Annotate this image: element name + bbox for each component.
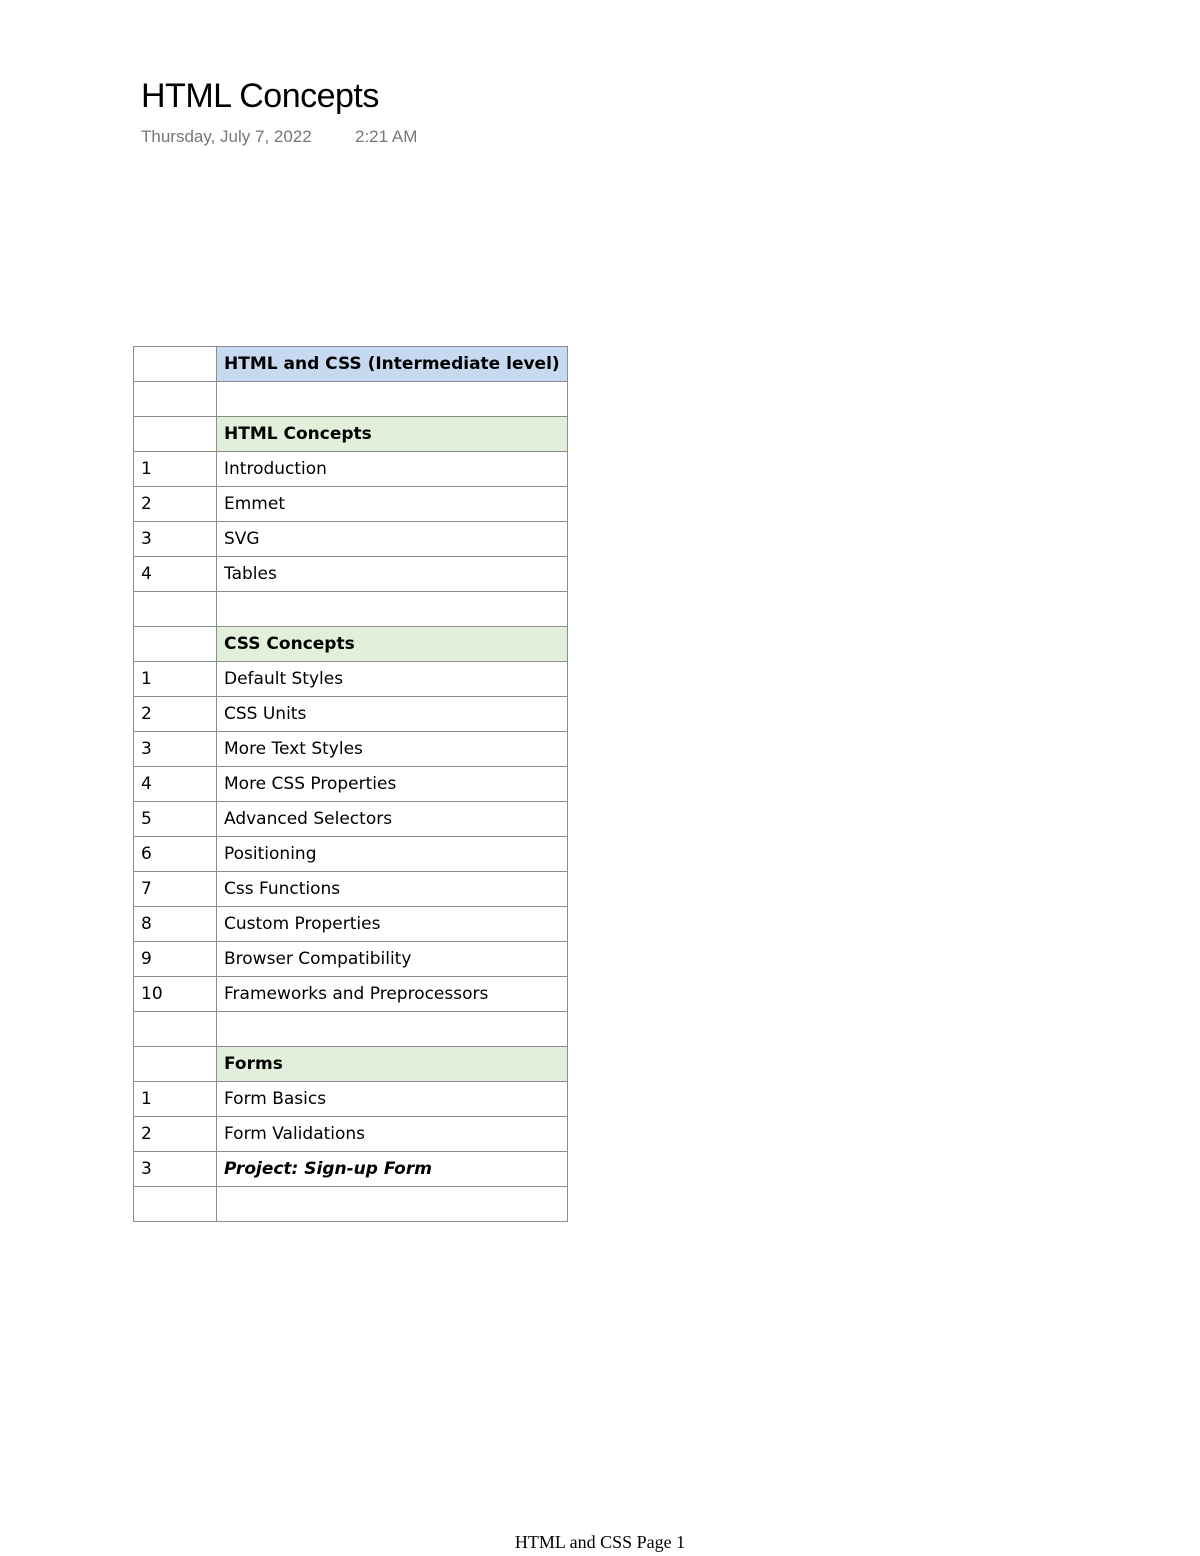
page-meta (141, 126, 417, 148)
row-number-cell: 7 (134, 872, 217, 907)
table-row (134, 942, 568, 977)
topic-cell: Css Functions (217, 872, 568, 907)
row-number-cell: 3 (134, 732, 217, 767)
table-row (134, 977, 568, 1012)
topic-cell: Default Styles (217, 662, 568, 697)
table-row (134, 662, 568, 697)
topic-cell (217, 1012, 568, 1047)
row-number-cell (134, 382, 217, 417)
page-footer: HTML and CSS Page 1 (514, 1532, 686, 1552)
topic-cell (217, 382, 568, 417)
table-row (134, 1117, 568, 1152)
course-outline-table (133, 346, 568, 1222)
row-number-cell: 2 (134, 1117, 217, 1152)
row-number-cell: 8 (134, 907, 217, 942)
table-row (134, 452, 568, 487)
row-number-cell: 10 (134, 977, 217, 1012)
row-number-cell: 3 (134, 1152, 217, 1187)
topic-cell: More Text Styles (217, 732, 568, 767)
row-number-cell: 1 (134, 662, 217, 697)
topic-cell: Positioning (217, 837, 568, 872)
section-heading-cell: CSS Concepts (217, 627, 568, 662)
table-row (134, 557, 568, 592)
table-row (134, 1082, 568, 1117)
topic-cell: SVG (217, 522, 568, 557)
row-number-cell: 6 (134, 837, 217, 872)
row-number-cell (134, 627, 217, 662)
table-empty-row (134, 592, 568, 627)
row-number-cell: 4 (134, 557, 217, 592)
row-number-cell: 2 (134, 487, 217, 522)
table-row (134, 907, 568, 942)
topic-cell (217, 592, 568, 627)
row-number-cell: 1 (134, 452, 217, 487)
table-row (134, 802, 568, 837)
table-header-row (134, 347, 568, 382)
table-row (134, 837, 568, 872)
topic-cell (217, 1187, 568, 1222)
row-number-cell: 1 (134, 1082, 217, 1117)
section-heading-cell: HTML Concepts (217, 417, 568, 452)
row-number-cell: 9 (134, 942, 217, 977)
topic-cell: Form Validations (217, 1117, 568, 1152)
table-row (134, 732, 568, 767)
row-number-cell (134, 417, 217, 452)
table-row (134, 697, 568, 732)
topic-cell: More CSS Properties (217, 767, 568, 802)
page-time: 2:21 AM (355, 127, 418, 146)
topic-cell: CSS Units (217, 697, 568, 732)
table-row (134, 767, 568, 802)
row-number-cell (134, 1047, 217, 1082)
row-number-cell (134, 1012, 217, 1047)
table-section-row (134, 1047, 568, 1082)
table-title-cell: HTML and CSS (Intermediate level) (217, 347, 568, 382)
row-number-cell: 2 (134, 697, 217, 732)
row-number-cell: 3 (134, 522, 217, 557)
table-row (134, 872, 568, 907)
row-number-cell: 5 (134, 802, 217, 837)
topic-cell: Form Basics (217, 1082, 568, 1117)
page-title: HTML Concepts (141, 77, 379, 115)
table-empty-row (134, 1012, 568, 1047)
table-section-row (134, 417, 568, 452)
topic-cell: Advanced Selectors (217, 802, 568, 837)
row-number-cell (134, 347, 217, 382)
section-heading-cell: Forms (217, 1047, 568, 1082)
row-number-cell (134, 592, 217, 627)
row-number-cell: 4 (134, 767, 217, 802)
course-outline-body (134, 347, 568, 1222)
topic-cell: Project: Sign-up Form (217, 1152, 568, 1187)
page-date: Thursday, July 7, 2022 (141, 127, 312, 146)
topic-cell: Browser Compatibility (217, 942, 568, 977)
topic-cell: Frameworks and Preprocessors (217, 977, 568, 1012)
topic-cell: Introduction (217, 452, 568, 487)
topic-cell: Emmet (217, 487, 568, 522)
table-section-row (134, 627, 568, 662)
table-row (134, 522, 568, 557)
table-empty-row (134, 1187, 568, 1222)
row-number-cell (134, 1187, 217, 1222)
topic-cell: Tables (217, 557, 568, 592)
table-empty-row (134, 382, 568, 417)
table-row (134, 487, 568, 522)
table-row (134, 1152, 568, 1187)
topic-cell: Custom Properties (217, 907, 568, 942)
